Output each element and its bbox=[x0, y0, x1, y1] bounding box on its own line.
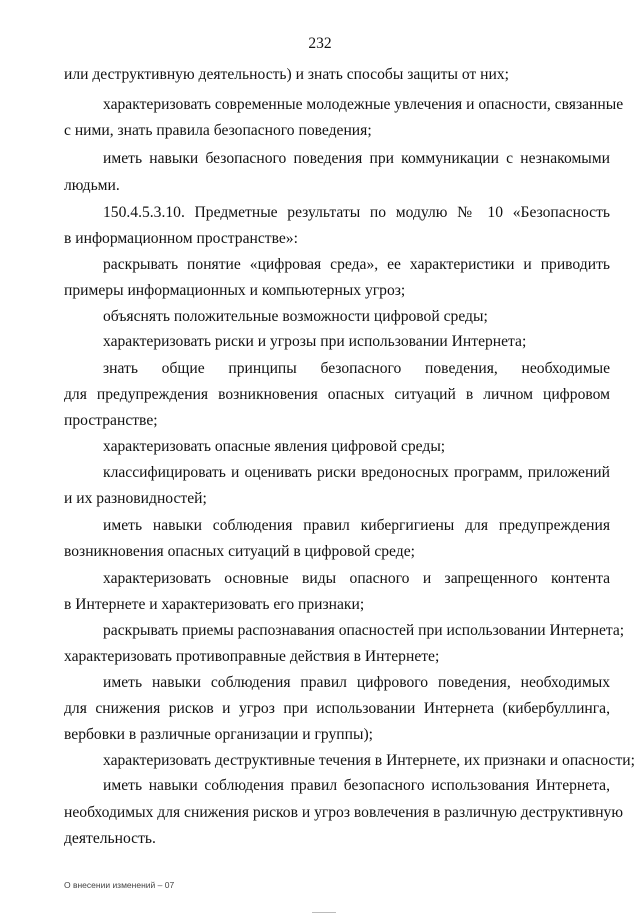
text-line: примеры информационных и компьютерных угроз; bbox=[64, 282, 406, 299]
text-line: иметь навыки соблюдения правил цифрового поведения, необходимых bbox=[103, 674, 610, 691]
text-line: характеризовать риски и угрозы при использовании Интернета; bbox=[103, 333, 527, 350]
text-line: в Интернете и характеризовать его признаки; bbox=[64, 596, 365, 613]
text-line: иметь навыки безопасного поведения при коммуникации с незнакомыми bbox=[103, 150, 610, 167]
text-line: людьми. bbox=[64, 177, 120, 194]
text-line: для предупреждения возникновения опасных ситуаций в личном цифровом bbox=[64, 386, 610, 403]
text-line: характеризовать современные молодежные увлечения и опасности, связанные bbox=[103, 96, 624, 113]
text-line: деятельность. bbox=[64, 830, 156, 847]
text-line: характеризовать деструктивные течения в Интернете, их признаки и опасности; bbox=[103, 752, 635, 769]
text-line: раскрывать понятие «цифровая среда», ее характеристики и приводить bbox=[103, 256, 610, 273]
text-line: в информационном пространстве»: bbox=[64, 230, 298, 247]
text-line: возникновения опасных ситуаций в цифровой среде; bbox=[64, 543, 415, 560]
text-line: объяснять положительные возможности цифровой среды; bbox=[103, 308, 488, 325]
text-line: иметь навыки соблюдения правил безопасного использования Интернета, bbox=[103, 777, 610, 794]
text-line: пространстве; bbox=[64, 412, 158, 429]
text-line: классифицировать и оценивать риски вредоносных программ, приложений bbox=[103, 464, 610, 481]
text-line: с ними, знать правила безопасного поведения; bbox=[64, 122, 372, 139]
text-line: 150.4.5.3.10. Предметные результаты по модулю № 10 «Безопасность bbox=[103, 204, 610, 221]
text-line: вербовки в различные организации и группы); bbox=[64, 726, 373, 743]
footer-note: О внесении изменений – 07 bbox=[64, 880, 175, 890]
scan-artifact bbox=[312, 912, 336, 913]
text-line: знать общие принципы безопасного поведения, необходимые bbox=[103, 360, 610, 377]
text-line: необходимых для снижения рисков и угроз вовлечения в различную деструктивную bbox=[64, 804, 624, 821]
text-line: раскрывать приемы распознавания опасностей при использовании Интернета; bbox=[103, 622, 625, 639]
page-number: 232 bbox=[308, 35, 332, 52]
text-line: характеризовать опасные явления цифровой среды; bbox=[103, 438, 446, 455]
text-line: или деструктивную деятельность) и знать способы защиты от них; bbox=[64, 66, 509, 83]
text-line: иметь навыки соблюдения правил кибергигиены для предупреждения bbox=[103, 517, 610, 534]
text-line: и их разновидностей; bbox=[64, 490, 207, 507]
text-line: характеризовать противоправные действия в Интернете; bbox=[64, 648, 440, 665]
text-line: характеризовать основные виды опасного и запрещенного контента bbox=[103, 570, 610, 587]
text-line: для снижения рисков и угроз при использовании Интернета (кибербуллинга, bbox=[64, 700, 610, 717]
